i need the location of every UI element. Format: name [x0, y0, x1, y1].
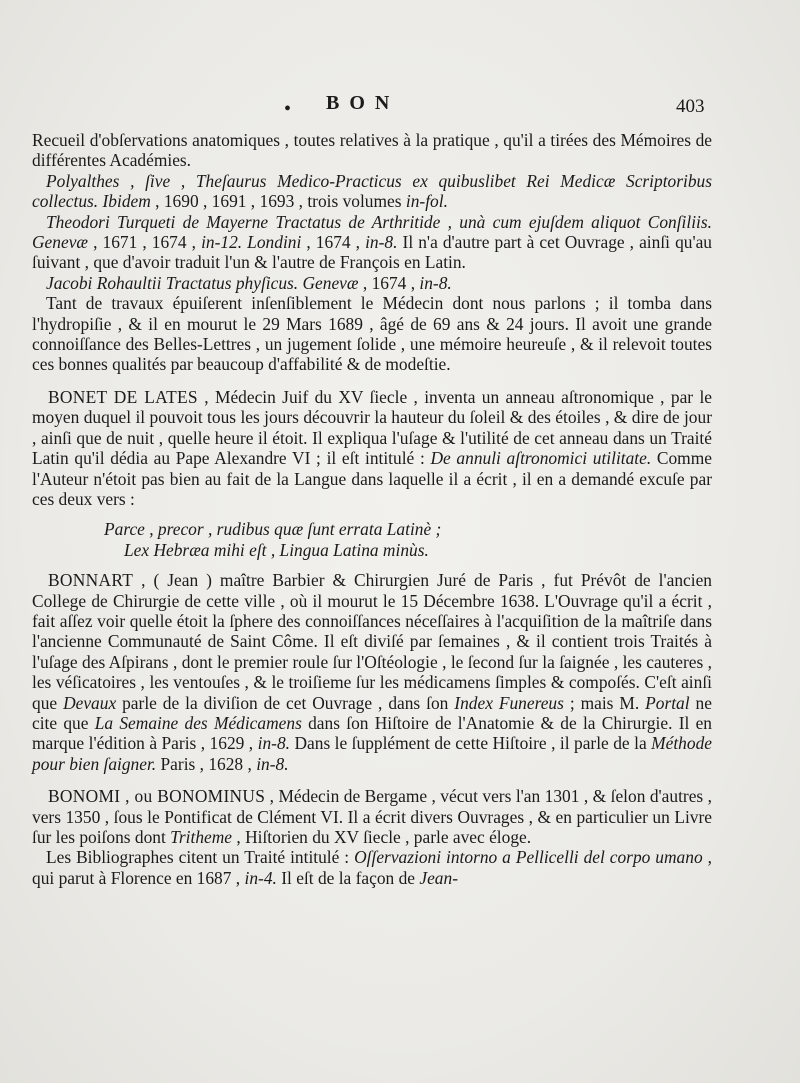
- entry-name: BONOMI , ou BONOMINUS: [48, 786, 266, 807]
- text-span: , Médecin Juif du XV ſiecle , inventa un anneau aſtronomique , par le moyen duquel il pouvoit tous les jours découvrir la hauteur du ſoleil & des étoiles , & dire de jour , ainſi que de nuit , quelle heure il étoit. Il expliqua l'uſage & l'utilité de cet anneau dans un Traité Latin qu'il dédia au Pape Alexandre VI ; il eſt intitulé :: [32, 386, 712, 469]
- paragraph-travaux: [32, 293, 712, 375]
- text-span: Les Bibliographes citent un Traité intitulé :: [46, 847, 350, 868]
- text-span: De annuli aſtronomici utilitate.: [430, 448, 652, 469]
- text-span: Paris , 1628 ,: [160, 753, 252, 774]
- text-span: Devaux: [63, 692, 117, 713]
- running-header: [0, 92, 800, 122]
- paragraph-rohaultii: [32, 273, 712, 293]
- text-span: Il n'a d'autre part à cet Ouvrage , ainſi qu'au ſuivant , que d'avoir traduit l'un & l'autre de François en Latin.: [32, 232, 713, 273]
- text-span: , 1674 ,: [362, 272, 416, 293]
- text-span: Index Funereus: [454, 692, 564, 713]
- text-span: , Médecin de Bergame , vécut vers l'an 1301 , & ſelon d'autres , vers 1350 , ſous le Pontificat de Clément VI. Il a écrit divers Ouvrages , & en particulier un Livre ſur les poiſons dont: [32, 786, 712, 847]
- text-span: in-12. Londini: [201, 232, 302, 253]
- paragraph-recueil: [32, 130, 712, 171]
- text-span: , 1690 , 1691 , 1693 , trois volumes: [155, 191, 402, 212]
- text-span: in-8.: [419, 272, 452, 293]
- text-span: ; mais M.: [569, 692, 640, 713]
- paragraph-polyalthes: [32, 171, 712, 212]
- text-span: in-4.: [244, 867, 277, 888]
- text-span: , 1674 ,: [306, 232, 361, 253]
- header-title: BON: [326, 92, 400, 114]
- verse-line-1: Parce , precor , rudibus quæ ſunt errata Latinè ;: [104, 519, 442, 540]
- paragraph-bibliographes: [32, 847, 712, 888]
- text-span: Polyalthes , ſive , Theſaurus Medico-Practicus ex quibuslibet Rei Medicæ Scriptoribus collectus. Ibidem: [32, 170, 712, 212]
- text-span: ne cite que: [32, 692, 712, 733]
- text-span: Oſſervazioni intorno a Pellicelli del corpo umano: [354, 847, 703, 868]
- text-span: Tant de travaux épuiſerent inſenſiblement le Médecin dont nous parlons ; il tomba dans l'hydropiſie , & il en mourut le 29 Mars 1689 , âgé de 69 ans & 24 jours. Il avoit une grande connoiſſance des Belles-Lettres , un jugement ſolide , une mémoire heureuſe , & il relevoit toutes ces bonnes qualités par beaucoup d'affabilité & de modeſtie.: [32, 293, 712, 375]
- text-span: La Semaine des Médicamens: [94, 712, 302, 733]
- spacer: [32, 375, 712, 387]
- entry-name: BONNART: [48, 570, 134, 591]
- text-span: Theodori Turqueti de Mayerne Tractatus de Arthritide , unà cum ejuſdem aliquot Conſiliis. Genevæ: [32, 211, 712, 253]
- text-span: Il eſt de la façon de: [281, 867, 415, 888]
- verse-line-2: Lex Hebræa mihi eſt , Lingua Latina minùs.: [124, 539, 429, 560]
- text-span: Comme l'Auteur n'étoit pas bien au fait de la Langue dans laquelle il a écrit , il en a demandé excuſe par ces deux vers :: [32, 448, 712, 509]
- text-span: dans ſon Hiſtoire de l'Anatomie & de la Chirurgie. Il en marque l'édition à Paris , 1629 ,: [32, 712, 712, 754]
- spacer: [32, 774, 712, 786]
- text-span: in-8.: [257, 733, 290, 754]
- text-span: Méthode pour bien ſaigner.: [32, 733, 712, 774]
- text-span: Jacobi Rohaultii Tractatus phyſicus. Genevæ: [46, 272, 359, 293]
- entry-name: BONET DE LATES: [48, 386, 198, 407]
- entry-bonomi: [32, 786, 712, 847]
- paragraph-turqueti: [32, 212, 712, 273]
- text-span: , Hiſtorien du XV ſiecle , parle avec éloge.: [236, 827, 532, 847]
- text-span: Recueil d'obſervations anatomiques , toutes relatives à la pratique , qu'il a tirées des Mémoires de différentes Académies.: [32, 130, 712, 171]
- text-span: in-fol.: [405, 191, 448, 212]
- text-span: Portal: [645, 692, 690, 713]
- entry-bonet-de-lates: [32, 387, 712, 509]
- text-span: , qui parut à Florence en 1687 ,: [32, 847, 712, 888]
- entry-bonnart: [32, 570, 712, 774]
- text-span: Tritheme: [170, 827, 233, 847]
- body-text: [32, 130, 712, 888]
- text-span: in-8.: [365, 232, 398, 253]
- page-number: 403: [676, 96, 705, 117]
- header-ornament: •: [284, 98, 292, 120]
- text-span: in-8.: [256, 753, 289, 774]
- text-span: , ( Jean ) maître Barbier & Chirurgien Juré de Paris , fut Prévôt de l'ancien College de Chirurgie de cette ville , où il mourut le 15 Décembre 1638. L'Ouvrage qu'il a écrit , fait aſſez voir quelle étoit la ſphere des connoiſſances néceſſaires à l'acquiſition de la maîtriſe dans l'ancienne Communauté de Saint Côme. Il eſt diviſé par ſemaines , & il contient trois Traités à l'uſage des Aſpirans , dont le premier roule ſur l'Oſtéologie , le ſecond ſur la ſaignée , les cauteres , les véſicatoires , les ventouſes , & le troiſieme ſur les médicamens ſimples & compoſés. C'eſt ainſi que: [32, 570, 712, 713]
- text-span: Dans le ſupplément de cette Hiſtoire , il parle de la: [294, 733, 647, 754]
- text-span: parle de la diviſion de cet Ouvrage , dans ſon: [122, 692, 449, 713]
- text-span: , 1671 , 1674 ,: [93, 232, 196, 253]
- text-span: Jean-: [419, 867, 458, 888]
